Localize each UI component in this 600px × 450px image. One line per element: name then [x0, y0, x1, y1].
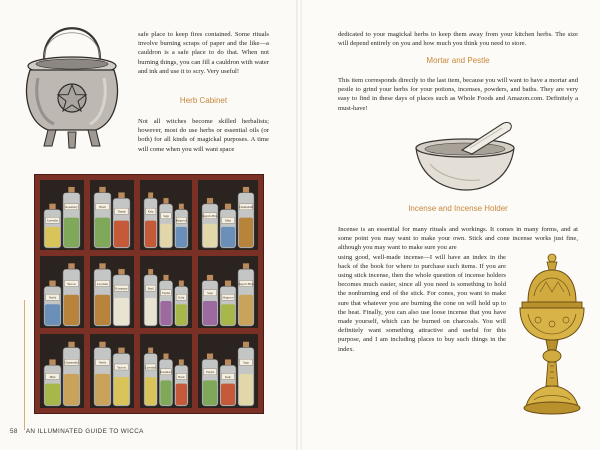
- bottle-label-text: Mint: [225, 218, 231, 223]
- bottle-contents: [176, 384, 187, 405]
- bottle-cork: [99, 263, 106, 269]
- bottle-cork: [243, 187, 249, 193]
- bottle-contents: [45, 384, 60, 405]
- bottle-cork: [179, 280, 184, 286]
- bottle-label-text: Kelp: [178, 295, 185, 300]
- bottle-cork: [225, 280, 231, 286]
- bottle-cork: [179, 359, 184, 365]
- bottle-cork: [49, 280, 56, 286]
- cauldron-illustration: [14, 14, 130, 154]
- bottle-label-text: Nettle: [98, 360, 107, 365]
- mortar-text: This item corresponds directly to the last item, because you will want to have a mortar and pestle to grind your herbs for your potions, incenses, powders, and baths. They are very easy to find in these days of places such as Whole Foods and Amazon.com. Definitely a must-have!: [338, 77, 578, 112]
- bottle-cork: [68, 263, 75, 269]
- incense-text: Incense is an essential for many rituals and workings. It comes in many forms, and at some point you may want to make your own. Stick and cone incense works just fine, although you may want to make sure you are: [338, 226, 578, 252]
- bottle-label-text: Rosemary: [115, 286, 128, 291]
- incense-burner-illustration: [510, 252, 594, 420]
- bottle-contents: [145, 377, 156, 405]
- bottle-label-text: Mint: [49, 374, 56, 379]
- bottle-cork: [243, 342, 249, 348]
- bottle-label-text: Chamomile: [239, 205, 253, 210]
- bottle-cork: [207, 198, 213, 204]
- page-number: 58: [10, 428, 18, 435]
- bottle-label-text: Lavender: [46, 218, 59, 223]
- bottle-label-text: Basil: [99, 205, 106, 210]
- bottle-contents: [176, 227, 187, 247]
- bottle-label-text: Sage: [243, 360, 249, 365]
- bottle-label-text: Basil: [147, 286, 154, 291]
- bottle-label-text: Sage: [163, 214, 169, 219]
- bottle-contents: [239, 218, 253, 247]
- bottle-contents: [145, 298, 156, 325]
- bottle-label-text: Chamomile: [64, 360, 79, 365]
- bottle-cork: [68, 342, 75, 348]
- herb-cabinet-text: Not all witches become skilled herbalists; however, most do use herbs or essential oils (or both) for all kinds of magickal purposes. A time will come when you will want space: [138, 118, 269, 153]
- bottle-contents: [45, 227, 60, 247]
- bottle-label-text: Kelp: [147, 209, 154, 214]
- incense-heading: Incense and Incense Holder: [408, 204, 508, 213]
- bottle-cork: [99, 342, 106, 348]
- bottle-cork: [49, 204, 56, 210]
- bottle-contents: [221, 227, 235, 247]
- herb-cabinet-illustration: [34, 174, 264, 414]
- bottle-contents: [160, 380, 171, 405]
- bottle-contents: [160, 224, 171, 247]
- bottle-cork: [163, 198, 168, 204]
- herb-cabinet-continued-text: dedicated to your magickal herbs to keep them away from your kitchen herbs. The size will depend entirely on you and how much you think you need to store.: [338, 31, 578, 48]
- bottle-contents: [239, 295, 253, 325]
- bottle-contents: [160, 301, 171, 325]
- bottle-label-text: Dragon's Blood: [200, 214, 220, 219]
- bottle-contents: [95, 374, 110, 405]
- bottle-contents: [145, 221, 156, 247]
- bottle-contents: [64, 295, 79, 325]
- herb-cabinet-heading: Herb Cabinet: [179, 96, 228, 105]
- bottle-cork: [99, 187, 106, 193]
- bottle-label-text: Rosemary: [159, 370, 173, 375]
- bottle-label-text: Yarrow: [117, 365, 126, 370]
- bottle-contents: [64, 218, 79, 247]
- bottle-contents: [221, 384, 235, 405]
- bottle-label-text: Nettle: [48, 295, 57, 300]
- bottle-contents: [95, 295, 110, 325]
- bottle-label-text: Sage: [207, 291, 213, 296]
- mortar-heading: Mortar and Pestle: [426, 56, 490, 65]
- cauldron-text: safe place to keep fires contained. Some rituals involve burning scraps of paper and the like—a cauldron is a safe place to do that. When not burning things, you can fill a cauldron with water and ink and use it to scry. Very useful!: [138, 31, 269, 75]
- bottle-cork: [148, 347, 153, 353]
- bottle-cork: [163, 353, 168, 359]
- bottle-cork: [118, 347, 125, 353]
- bottle-contents: [114, 377, 129, 405]
- margin-rule: [24, 300, 25, 430]
- bottle-cork: [68, 187, 75, 193]
- bottle-label-text: Lavender: [145, 365, 157, 370]
- bottle-cork: [207, 353, 213, 359]
- folio: [10, 428, 144, 435]
- bottle-cork: [207, 275, 213, 281]
- left-page: [0, 0, 296, 450]
- bottle-contents: [114, 298, 129, 325]
- bottle-cork: [118, 269, 125, 275]
- bottle-cork: [163, 275, 168, 281]
- bottle-label-text: Rosemary: [65, 205, 78, 210]
- bottle-label-text: Basil: [178, 374, 185, 379]
- bottle-cork: [225, 359, 231, 365]
- bottle-label-text: Kelp: [225, 374, 231, 379]
- book-title: AN ILLUMINATED GUIDE TO WICCA: [25, 428, 144, 435]
- bottle-label-text: Dragon's Blood: [236, 281, 256, 286]
- bottle-cork: [243, 263, 249, 269]
- bottle-label-text: Yarrow: [67, 281, 76, 286]
- bottle-contents: [203, 380, 217, 405]
- bottle-contents: [203, 224, 217, 247]
- bottle-contents: [221, 304, 235, 325]
- bottle-label-text: Thyme: [161, 291, 171, 296]
- bottle-contents: [95, 218, 110, 247]
- bottle-cork: [179, 204, 184, 210]
- bottle-label-text: Mugwort: [222, 295, 234, 300]
- bottle-label-text: Thyme: [205, 370, 215, 375]
- bottle-label-text: Thyme: [117, 209, 126, 214]
- bottle-cork: [49, 359, 56, 365]
- bottle-label-text: Lavender: [96, 281, 109, 286]
- bottle-contents: [176, 304, 187, 325]
- right-page: [302, 0, 600, 450]
- bottle-contents: [45, 304, 60, 325]
- bottle-cork: [148, 192, 153, 198]
- cabinet-compartments: [40, 180, 258, 408]
- bottle-contents: [203, 301, 217, 325]
- bottle-cork: [118, 192, 125, 198]
- bottle-contents: [239, 374, 253, 405]
- bottle-contents: [114, 221, 129, 247]
- bottle-cork: [148, 269, 153, 275]
- bottle-cork: [225, 204, 231, 210]
- incense-text-continued: using good, well-made incense—I will have an index in the back of the book for where to purchase such items. If you are using stick incense, then the whole question of incense holders becomes much easier, since all you need is something to hold the nonburning end of the stick. For cones, you want to make sure that whatever you are burning the cone on will hold up to the heat. Finally, you can also use loose incense that you have made yourself, which can be burned on charcoals. You will definitely want something attractive and useful for this purpose, and I am including places to buy such things in the index.: [338, 253, 506, 353]
- mortar-pestle-illustration: [410, 114, 520, 192]
- bottle-label-text: Mugwort: [175, 218, 187, 223]
- bottle-contents: [64, 374, 79, 405]
